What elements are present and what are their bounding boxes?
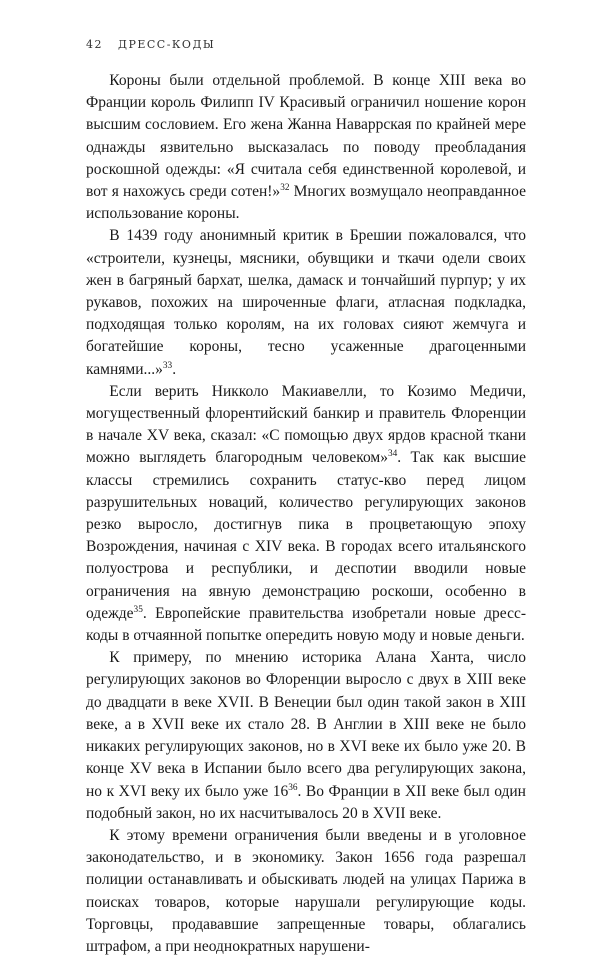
footnote-ref: 34 bbox=[387, 449, 398, 460]
paragraph bbox=[86, 647, 526, 825]
paragraph-text: . bbox=[172, 360, 177, 378]
paragraph-text: . Так как высшие классы стремились сохранить статус-кво перед лицом разрушительных новаций, количество регулирующих законов резко выросло, достигнув пика в процветающую эпоху Возрождения, начиная с XIV века. В городах всего итальянского полуострова и республики, и деспотии вводили новые ограничения на явную демонстрацию роскоши, особенно в одежде bbox=[86, 449, 526, 622]
paragraph-text: . Во Франции в XII веке был один подобный закон, но их насчитывалось 20 в XVII веке. bbox=[86, 782, 526, 822]
paragraph-text: К примеру, по мнению историка Алана Ханта, число регулирующих законов во Флоренции выросло с двух в XIII веке до двадцати в веке XVII. В Венеции был один такой закон в XIII веке, а в XVII веке их стало 28. В Англии в XIII веке не было никаких регулирующих законов, но в XVI веке их было уже 20. В конце XV века в Испании было всего два регулирующих закона, но к XVI веку их было уже 16 bbox=[86, 649, 526, 800]
paragraph bbox=[86, 225, 526, 380]
paragraph-text: . Европейские правительства изобретали новые дресс-коды в отчаянной попытке опередить новую моду и новые деньги. bbox=[86, 604, 526, 645]
paragraph-text: Короны были отдельной проблемой. В конце XIII века во Франции король Филипп IV Красивый ограничил ношение корон высшим сословием. Его жена Жанна Наваррская по крайней мере однажды язвительно высказалась по поводу преобладания роскошной одежды: «Я считала себя единственной королевой, и вот я нахожусь среди сотен!» bbox=[86, 72, 526, 201]
footnote-ref: 35 bbox=[133, 604, 143, 615]
paragraph bbox=[86, 70, 526, 225]
chapter-title: ДРЕСС-КОДЫ bbox=[118, 38, 216, 51]
footnote-ref: 33 bbox=[162, 360, 173, 371]
paragraph-text: К этому времени ограничения были введены и в уголовное законодательство, и в экономику. Закон 1656 года разрешал полиции останавливать и обыскивать людей на улицах Парижа в поисках товаров, которые нарушали регулирующие коды. Торговцы, продававшие запрещенные товары, облагались штрафом, а при неоднократных нарушени- bbox=[86, 826, 526, 955]
paragraph-text: Многих возмущало неоправданное использование короны. bbox=[86, 183, 527, 223]
body-text bbox=[86, 70, 526, 958]
paragraph-text: В 1439 году анонимный критик в Брешии пожаловался, что «строители, кузнецы, мясники, обувщики и ткачи одели своих жен в багряный бархат, шелка, дамаск и тончайший пурпур; у их рукавов, похожих на широченные флаги, атласная подкладка, подходящая только королям, на их головах сияют жемчуга и богатейшие короны, тесно усаженные драгоценными камнями...» bbox=[86, 227, 526, 378]
page-number: 42 bbox=[86, 38, 103, 51]
footnote-ref: 32 bbox=[280, 182, 290, 193]
paragraph-text: Если верить Никколо Макиавелли, то Козимо Медичи, могущественный флорентийский банкир и правитель Флоренции в начале XV века, сказал: «С помощью двух ярдов красной ткани можно выглядеть благородным человеком» bbox=[86, 382, 526, 467]
paragraph bbox=[86, 381, 526, 647]
paragraph bbox=[86, 825, 526, 958]
running-head bbox=[86, 38, 215, 51]
footnote-ref: 36 bbox=[288, 782, 298, 793]
